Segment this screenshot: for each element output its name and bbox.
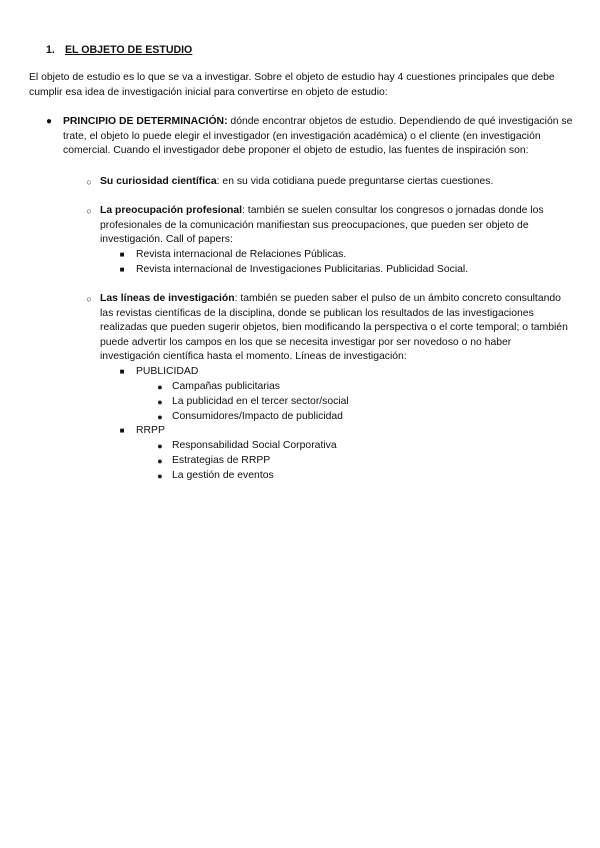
source-text: : también se pueden saber el pulso de un ámbito concreto consultando las revistas científicas de la disciplina, donde se publican los resultados de las investigaciones realizadas que pueden sugerir objetos, bien modificando la perspectiva o el corte temporal; o también puede advertir los campos en los que se necesita investigar por ser novedoso o no haber investigación científica hasta el momento. Líneas de investigación: [100,293,568,363]
line-item: Estrategias de RRPP [172,455,271,466]
source-item-preocupacion [100,204,570,248]
source-item-curiosidad [100,175,570,190]
disc-bullet-icon: ● [157,397,163,407]
square-bullet-icon: ■ [119,426,125,435]
line-item: La gestión de eventos [172,470,274,481]
source-title: La preocupación profesional [100,205,243,216]
line-item: Campañas publicitarias [172,381,281,392]
principio-item [63,115,573,159]
disc-bullet-icon: ● [157,382,163,392]
source-item-lineas [100,292,570,365]
circle-bullet-icon: ○ [86,206,92,216]
group-label-publicidad: PUBLICIDAD [136,366,199,377]
source-title: Las líneas de investigación [100,293,235,304]
disc-bullet-icon: ● [157,471,163,481]
square-bullet-icon: ■ [119,367,125,376]
source-title: Su curiosidad científica [100,176,217,187]
square-bullet-icon: ■ [119,250,125,259]
disc-bullet-icon: ● [157,441,163,451]
journal-item: Revista internacional de Investigaciones Publicitarias. Publicidad Social. [136,264,469,275]
principio-text: dónde encontrar objetos de estudio. Dependiendo de qué investigación se trate, el objeto lo puede elegir el investigador (en investigación académica) o el cliente (en investigación comercial. Cuando el investigador debe proponer el objeto de estudio, las fuentes de inspiración son: [63,116,573,157]
section-title: EL OBJETO DE ESTUDIO [64,44,193,56]
group-label-rrpp: RRPP [136,425,165,436]
square-bullet-icon: ■ [119,265,125,274]
circle-bullet-icon: ○ [86,294,92,304]
line-item: La publicidad en el tercer sector/social [172,396,349,407]
section-heading [46,43,192,58]
principio-title: PRINCIPIO DE DETERMINACIÓN: [63,116,228,127]
journal-item: Revista internacional de Relaciones Públicas. [136,249,347,260]
source-text: : en su vida cotidiana puede preguntarse ciertas cuestiones. [216,176,494,187]
section-number: 1. [46,44,55,56]
line-item: Consumidores/Impacto de publicidad [172,411,343,422]
line-item: Responsabilidad Social Corporativa [172,440,337,451]
disc-bullet-icon: ● [157,456,163,466]
source-text: : también se suelen consultar los congresos o jornadas donde los profesionales de la comunicación manifiestan sus preocupaciones, que pueden ser objeto de investigación. Call of papers: [100,205,544,246]
intro-paragraph: El objeto de estudio es lo que se va a investigar. Sobre el objeto de estudio hay 4 cuestiones principales que debe cumplir esa idea de investigación inicial para convertirse en objeto de estudio: [29,72,555,98]
disc-bullet-icon: ● [157,412,163,422]
disc-bullet-icon: ● [45,116,53,127]
circle-bullet-icon: ○ [86,177,92,187]
